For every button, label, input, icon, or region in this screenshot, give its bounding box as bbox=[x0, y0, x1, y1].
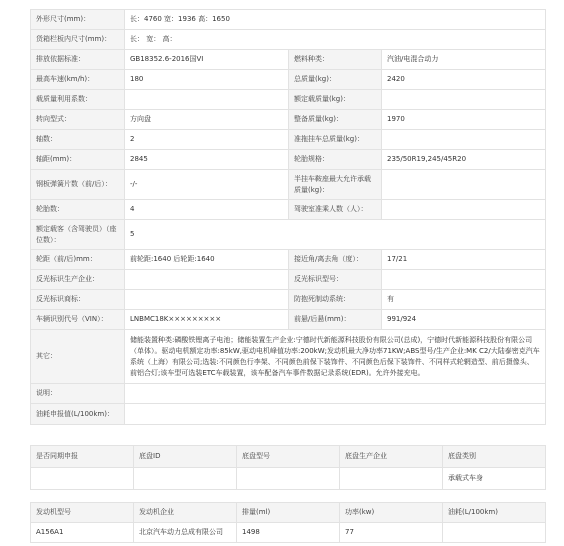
spec-row-dimensions bbox=[31, 10, 546, 30]
engine-header-row bbox=[31, 503, 546, 523]
spec-value: 17/21 bbox=[382, 250, 546, 270]
spec-value bbox=[125, 384, 546, 404]
spec-label: 半挂车鞍座最大允许承载质量(kg)： bbox=[289, 170, 382, 200]
spec-row-reflector-maker bbox=[31, 270, 546, 290]
table-row bbox=[31, 468, 546, 490]
spec-label: 接近角/离去角（度）： bbox=[289, 250, 382, 270]
spec-row-track bbox=[31, 250, 546, 270]
spec-value: 180 bbox=[125, 70, 289, 90]
spec-label: 轴数： bbox=[31, 130, 125, 150]
column-header: 底盘型号 bbox=[237, 446, 340, 468]
spec-label: 说明： bbox=[31, 384, 125, 404]
column-header: 功率(kw) bbox=[340, 503, 443, 523]
table-cell: 77 bbox=[340, 523, 443, 543]
column-header: 发动机型号 bbox=[31, 503, 134, 523]
spec-value bbox=[382, 90, 546, 110]
table-cell bbox=[31, 468, 134, 490]
spec-value bbox=[382, 130, 546, 150]
spec-label: 轮胎数： bbox=[31, 200, 125, 220]
spec-row-load-factor bbox=[31, 90, 546, 110]
spec-row-speed bbox=[31, 70, 546, 90]
spec-value bbox=[125, 290, 289, 310]
spec-value: 2845 bbox=[125, 150, 289, 170]
spec-row-other bbox=[31, 330, 546, 384]
column-header: 底盘生产企业 bbox=[340, 446, 443, 468]
spec-label: 额定载客（含驾驶员）（座位数）： bbox=[31, 220, 125, 250]
chassis-table bbox=[30, 445, 546, 490]
spec-label: 反光标识型号： bbox=[289, 270, 382, 290]
vehicle-spec-table bbox=[30, 9, 546, 425]
spec-label: 车辆识别代号（VIN）： bbox=[31, 310, 125, 330]
table-cell: 1498 bbox=[237, 523, 340, 543]
spec-row-vin bbox=[31, 310, 546, 330]
spec-value bbox=[125, 404, 546, 425]
spec-label: 燃料种类： bbox=[289, 50, 382, 70]
spec-value bbox=[382, 270, 546, 290]
spec-value bbox=[382, 170, 546, 200]
spec-label: 排放依据标准： bbox=[31, 50, 125, 70]
spec-value: 方向盘 bbox=[125, 110, 289, 130]
spec-label: 钢板弹簧片数（前/后）： bbox=[31, 170, 125, 200]
table-cell: 北京汽车动力总成有限公司 bbox=[134, 523, 237, 543]
table-cell bbox=[237, 468, 340, 490]
spec-value: 991/924 bbox=[382, 310, 546, 330]
spec-row-tires bbox=[31, 200, 546, 220]
spec-label: 转向型式： bbox=[31, 110, 125, 130]
spec-value: LNBMC18K××××××××× bbox=[125, 310, 289, 330]
spec-value: 2 bbox=[125, 130, 289, 150]
spec-row-cargo-box bbox=[31, 30, 546, 50]
table-cell bbox=[443, 523, 546, 543]
spec-value: 2420 bbox=[382, 70, 546, 90]
spec-label: 反光标识商标： bbox=[31, 290, 125, 310]
spec-label: 防抱死制动系统： bbox=[289, 290, 382, 310]
spec-value: 长：4760 宽：1936 高：1650 bbox=[125, 10, 546, 30]
spec-label: 反光标识生产企业： bbox=[31, 270, 125, 290]
column-header: 发动机企业 bbox=[134, 503, 237, 523]
engine-table bbox=[30, 502, 546, 543]
spec-row-reflector-brand bbox=[31, 290, 546, 310]
spec-label: 轴距(mm)： bbox=[31, 150, 125, 170]
spec-value: 4 bbox=[125, 200, 289, 220]
spec-row-wheelbase bbox=[31, 150, 546, 170]
spec-value: -/- bbox=[125, 170, 289, 200]
spec-label: 总质量(kg)： bbox=[289, 70, 382, 90]
spec-label: 最高车速(km/h)： bbox=[31, 70, 125, 90]
spec-value: 235/50R19,245/45R20 bbox=[382, 150, 546, 170]
spec-row-axles bbox=[31, 130, 546, 150]
spec-value bbox=[382, 200, 546, 220]
spec-label: 外形尺寸(mm)： bbox=[31, 10, 125, 30]
column-header: 油耗(L/100km) bbox=[443, 503, 546, 523]
spec-value: GB18352.6-2016国VI bbox=[125, 50, 289, 70]
spec-value bbox=[125, 90, 289, 110]
spec-label: 载质量利用系数： bbox=[31, 90, 125, 110]
spec-value: 储能装置种类:磷酸铁锂离子电池；储能装置生产企业:宁德时代新能源科技股份有限公司(总成)，宁德时代新能源科技股份有限公司（单体）。驱动电机额定功率:85kW,驱动电机峰值功率:200kW;发动机最大净功率71KW;ABS型号/生产企业:MK C2/大陆泰密克汽车系统（上海）有限公司;选装:不同颜色行李架、不同颜色前保下装饰件、不同颜色后保下装饰件、不同样式轮辋造型、前后摄像头、前铝合灯;该车型可选装ETC车载装置，该车配备汽车事件数据记录系统(EDR)。允许外接充电。 bbox=[125, 330, 546, 384]
column-header: 排量(ml) bbox=[237, 503, 340, 523]
column-header: 是否同期申报 bbox=[31, 446, 134, 468]
column-header: 底盘ID bbox=[134, 446, 237, 468]
spec-row-springs bbox=[31, 170, 546, 200]
spec-label: 整备质量(kg)： bbox=[289, 110, 382, 130]
column-header: 底盘类别 bbox=[443, 446, 546, 468]
spec-label: 轮胎规格： bbox=[289, 150, 382, 170]
spec-row-emission bbox=[31, 50, 546, 70]
table-cell: A156A1 bbox=[31, 523, 134, 543]
spec-label: 额定载质量(kg)： bbox=[289, 90, 382, 110]
table-row bbox=[31, 523, 546, 543]
spec-label: 油耗申报值(L/100km)： bbox=[31, 404, 125, 425]
spec-value: 有 bbox=[382, 290, 546, 310]
spec-value: 汽油/电混合动力 bbox=[382, 50, 546, 70]
spec-value bbox=[125, 270, 289, 290]
chassis-header-row bbox=[31, 446, 546, 468]
spec-value: 长： 宽： 高： bbox=[125, 30, 546, 50]
spec-label: 其它： bbox=[31, 330, 125, 384]
table-cell bbox=[340, 468, 443, 490]
spec-value: 1970 bbox=[382, 110, 546, 130]
table-cell: 承载式车身 bbox=[443, 468, 546, 490]
table-cell bbox=[134, 468, 237, 490]
spec-row-notes bbox=[31, 384, 546, 404]
spec-label: 前悬/后悬(mm)： bbox=[289, 310, 382, 330]
spec-label: 驾驶室准乘人数（人）： bbox=[289, 200, 382, 220]
spec-label: 准拖挂车总质量(kg)： bbox=[289, 130, 382, 150]
spec-label: 轮距（前/后)mm： bbox=[31, 250, 125, 270]
spec-value: 前轮距:1640 后轮距:1640 bbox=[125, 250, 289, 270]
spec-value: 5 bbox=[125, 220, 546, 250]
spec-row-steering bbox=[31, 110, 546, 130]
spec-row-fuel-consumption bbox=[31, 404, 546, 425]
spec-row-seats bbox=[31, 220, 546, 250]
spec-label: 货箱栏板内尺寸(mm)： bbox=[31, 30, 125, 50]
